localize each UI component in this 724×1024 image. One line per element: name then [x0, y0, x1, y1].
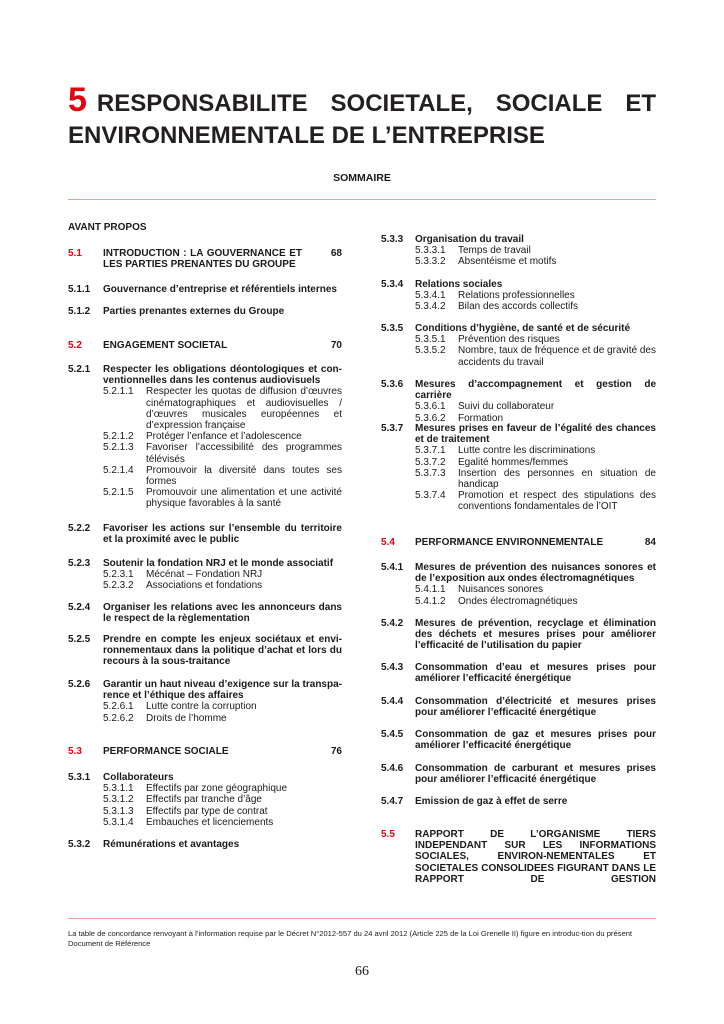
subsection-title: Promotion et respect des stipulations des conventions fondamentales de l’OIT	[458, 490, 656, 513]
section-number: 5.4.7	[381, 796, 404, 807]
subsection-item[interactable]	[103, 701, 342, 712]
section-number: 5.3.3	[381, 234, 404, 245]
subsection-title: Respecter les quotas de diffusion d’œuvres cinématographiques et audiovisuelles / d’œuvres musicales européennes et d’expression française	[146, 386, 342, 432]
subsection-title: Mécénat – Fondation NRJ	[146, 569, 263, 581]
sommaire-label: SOMMAIRE	[333, 172, 391, 184]
toc-entry[interactable]	[381, 562, 656, 607]
subsection-item[interactable]	[103, 465, 342, 487]
subsection-number: 5.3.1.3	[103, 805, 134, 817]
section-number: 5.4.1	[381, 562, 404, 573]
toc-entry-heading	[68, 523, 342, 545]
toc-entry-heading	[68, 558, 342, 569]
subsection-title: Favoriser l’accessibilité des programmes télévisés	[146, 442, 342, 465]
subsection-title: Nombre, taux de fréquence et de gravité des accidents du travail	[458, 345, 656, 368]
subsection-item[interactable]	[415, 301, 656, 312]
subsection-number: 5.2.3.1	[103, 569, 134, 581]
toc-entry[interactable]	[68, 523, 342, 545]
subsection-list	[103, 386, 342, 509]
subsection-item[interactable]	[415, 256, 656, 267]
section-page: 76	[330, 746, 342, 757]
subsection-title: Effectifs par type de contrat	[146, 805, 268, 817]
section-title: Mesures de prévention, recyclage et élimination des déchets et mesures prises pour améliorer l’efficacité de l’utilisation du papier	[415, 618, 656, 652]
toc-entry[interactable]	[68, 772, 342, 828]
toc-entry[interactable]	[381, 234, 656, 268]
toc-entry-heading	[381, 562, 656, 584]
subsection-item[interactable]	[103, 580, 342, 591]
top-divider	[68, 199, 656, 200]
section-number: 5.4.3	[381, 662, 404, 673]
subsection-item[interactable]	[415, 468, 656, 490]
subsection-title: Associations et fondations	[146, 580, 263, 592]
section-title: Consommation d’électricité et mesures prises pour améliorer l’efficacité énergétique	[415, 696, 656, 719]
chapter-title	[68, 81, 656, 152]
subsection-item[interactable]	[103, 386, 342, 431]
section-title: Relations sociales	[415, 279, 503, 290]
section-page: 84	[644, 537, 656, 548]
subsection-item[interactable]	[415, 290, 656, 301]
page-number: 66	[355, 964, 369, 979]
subsection-title: Nuisances sonores	[458, 584, 544, 596]
section-title: Collaborateurs	[103, 772, 174, 783]
toc-entry[interactable]	[68, 839, 342, 850]
subsection-title: Effectifs par zone géographique	[146, 783, 288, 795]
footer-note: La table de concordance renvoyant à l’information requise par le Décret N°2012-557 du 24 avril 2012 (Article 225 de la Loi Grenelle II) figure en introduc-tion du présent Document de Référence	[68, 929, 633, 948]
subsection-number: 5.2.6.1	[103, 701, 134, 713]
subsection-number: 5.3.1.1	[103, 783, 134, 795]
section-number: 5.5	[381, 829, 395, 840]
subsection-number: 5.3.7.1	[415, 445, 446, 457]
subsection-number: 5.3.3.1	[415, 245, 446, 257]
toc-entry-heading	[381, 662, 656, 684]
subsection-title: Suivi du collaborateur	[458, 401, 555, 413]
toc-entry[interactable]	[68, 679, 342, 724]
toc-entry-heading	[68, 364, 342, 386]
section-title: Soutenir la fondation NRJ et le monde associatif	[103, 558, 334, 569]
subsection-list	[415, 245, 656, 267]
toc-entry[interactable]	[381, 323, 656, 368]
toc-entry[interactable]	[68, 746, 342, 757]
section-title: Favoriser les actions sur l’ensemble du territoire et la proximité avec le public	[103, 523, 342, 546]
toc-entry[interactable]	[68, 558, 342, 592]
section-title: Mesures de prévention des nuisances sonores et de l’exposition aux ondes électromagnétiques	[415, 562, 656, 585]
subsection-number: 5.2.6.2	[103, 712, 134, 724]
toc-entry[interactable]	[381, 763, 656, 785]
section-number: 5.4	[381, 537, 395, 548]
toc-entry-heading	[381, 829, 656, 885]
toc-entry-heading	[68, 839, 342, 850]
section-number: 5.1	[68, 248, 82, 259]
subsection-number: 5.3.7.2	[415, 456, 446, 468]
toc-entry-heading	[381, 696, 656, 718]
section-number: 5.3	[68, 746, 82, 757]
subsection-title: Droits de l’homme	[146, 712, 227, 724]
subsection-item[interactable]	[103, 431, 342, 442]
subsection-item[interactable]	[415, 345, 656, 367]
subsection-title: Absentéisme et motifs	[458, 256, 557, 268]
section-page: 68	[330, 248, 342, 259]
section-title: Organiser les relations avec les annonceurs dans le respect de la règlementation	[103, 602, 342, 625]
subsection-item[interactable]	[415, 445, 656, 456]
subsection-number: 5.3.5.2	[415, 345, 446, 357]
section-number: 5.3.6	[381, 379, 404, 390]
subsection-item[interactable]	[415, 334, 656, 345]
section-title: Rémunérations et avantages	[103, 839, 240, 850]
section-number: 5.2.6	[68, 679, 91, 690]
toc-entry[interactable]	[68, 340, 342, 351]
subsection-title: Lutte contre les discriminations	[458, 445, 596, 457]
subsection-list	[415, 584, 656, 606]
subsection-title: Embauches et licenciements	[146, 816, 274, 828]
toc-entry[interactable]	[381, 829, 656, 885]
toc-entry-heading	[68, 248, 342, 270]
subsection-title: Temps de travail	[458, 245, 531, 257]
subsection-number: 5.3.5.1	[415, 334, 446, 346]
subsection-title: Lutte contre la corruption	[146, 701, 257, 713]
subsection-number: 5.2.1.4	[103, 464, 134, 476]
section-title: Consommation d’eau et mesures prises pour améliorer l’efficacité énergétique	[415, 662, 656, 685]
subsection-number: 5.3.6.1	[415, 401, 446, 413]
section-number: 5.4.2	[381, 618, 404, 629]
subsection-item[interactable]	[103, 806, 342, 817]
toc-entry[interactable]	[68, 248, 342, 270]
section-title: PERFORMANCE SOCIALE	[103, 746, 229, 757]
toc-entry-heading	[68, 746, 342, 757]
subsection-number: 5.2.1.2	[103, 431, 134, 443]
section-number: 5.1.1	[68, 284, 91, 295]
toc-entry-heading	[68, 679, 342, 701]
toc-entry-heading	[381, 537, 656, 548]
subsection-number: 5.4.1.1	[415, 584, 446, 596]
subsection-item[interactable]	[415, 596, 656, 607]
section-title: Conditions d’hygiène, de santé et de sécurité	[415, 323, 631, 334]
section-title: Mesures d’accompagnement et gestion de carrière	[415, 379, 656, 402]
subsection-item[interactable]	[103, 817, 342, 828]
subsection-number: 5.2.1.3	[103, 442, 134, 454]
subsection-title: Egalité hommes/femmes	[458, 456, 569, 468]
toc-entry-heading	[381, 618, 656, 652]
section-title: Consommation de gaz et mesures prises pour améliorer l’efficacité énergétique	[415, 729, 656, 752]
section-title: Garantir un haut niveau d’exigence sur la transpa-rence et l’éthique des affaires	[103, 679, 342, 702]
toc-entry[interactable]	[68, 222, 342, 233]
section-title: Emission de gaz à effet de serre	[415, 796, 568, 807]
subsection-number: 5.3.1.2	[103, 794, 134, 806]
section-title: Respecter les obligations déontologiques et con-ventionnelles dans les contenus audiovisuels	[103, 364, 342, 387]
section-number: 5.4.4	[381, 696, 404, 707]
section-title: ENGAGEMENT SOCIETAL	[103, 340, 228, 351]
section-number: 5.3.2	[68, 839, 91, 850]
subsection-number: 5.3.4.1	[415, 290, 446, 302]
subsection-title: Relations professionnelles	[458, 290, 575, 302]
section-title: Parties prenantes externes du Groupe	[103, 306, 285, 317]
toc-entry[interactable]	[381, 729, 656, 751]
subsection-title: Formation	[458, 412, 504, 424]
subsection-item[interactable]	[415, 457, 656, 468]
toc-entry-heading	[381, 323, 656, 334]
section-number: 5.4.6	[381, 763, 404, 774]
subsection-item[interactable]	[103, 569, 342, 580]
toc-entry-heading	[381, 729, 656, 751]
subsection-item[interactable]	[103, 713, 342, 724]
subsection-list	[415, 290, 656, 312]
chapter-title-text: RESPONSABILITE SOCIETALE, SOCIALE ET ENVIRONNEMENTALE DE L’ENTREPRISE	[68, 90, 656, 149]
subsection-list	[103, 701, 342, 723]
toc-entry[interactable]	[381, 696, 656, 718]
subsection-list	[103, 783, 342, 828]
subsection-item[interactable]	[415, 490, 656, 512]
subsection-list	[103, 569, 342, 591]
section-number: 5.4.5	[381, 729, 404, 740]
toc-entry[interactable]	[68, 306, 342, 317]
subsection-item[interactable]	[415, 584, 656, 595]
subsection-number: 5.3.6.2	[415, 412, 446, 424]
subsection-title: Insertion des personnes en situation de handicap	[458, 467, 656, 491]
toc-entry-heading	[68, 772, 342, 783]
subsection-number: 5.3.3.2	[415, 256, 446, 268]
sommaire-heading	[0, 172, 724, 184]
footer-divider	[68, 918, 656, 919]
section-number: 5.2.5	[68, 634, 91, 645]
section-title: INTRODUCTION : LA GOUVERNANCE ET LES PARTIES PRENANTES DU GROUPE	[103, 248, 302, 271]
toc-entry[interactable]	[381, 796, 656, 807]
subsection-item[interactable]	[103, 794, 342, 805]
section-number: 5.3.5	[381, 323, 404, 334]
toc-entry[interactable]	[68, 364, 342, 510]
section-title: Mesures prises en faveur de l’égalité des chances et de traitement	[415, 423, 656, 446]
subsection-number: 5.3.1.4	[103, 816, 134, 828]
section-title: Consommation de carburant et mesures prises pour améliorer l’efficacité énergétique	[415, 763, 656, 786]
section-title: AVANT PROPOS	[68, 222, 147, 233]
toc-entry[interactable]	[381, 379, 656, 424]
subsection-item[interactable]	[103, 487, 342, 509]
toc-entry-heading	[68, 602, 342, 624]
section-number: 5.2	[68, 340, 82, 351]
section-number: 5.1.2	[68, 306, 91, 317]
section-number: 5.2.4	[68, 602, 91, 613]
toc-entry[interactable]	[381, 537, 656, 548]
subsection-title: Protéger l’enfance et l’adolescence	[146, 431, 302, 443]
subsection-number: 5.3.7.3	[415, 467, 446, 479]
toc-entry-heading	[381, 279, 656, 290]
subsection-list	[415, 334, 656, 368]
section-title: Prendre en compte les enjeux sociétaux et envi-ronnementaux dans la politique d’achat et lors du recours à la sous-traitance	[103, 634, 342, 668]
section-number: 5.2.1	[68, 364, 91, 375]
section-title: Gouvernance d’entreprise et référentiels internes	[103, 284, 337, 295]
toc-entry-heading	[68, 340, 342, 351]
toc-entry[interactable]	[381, 618, 656, 652]
subsection-title: Effectifs par tranche d’âge	[146, 794, 262, 806]
section-number: 5.3.7	[381, 423, 404, 434]
toc-entry-heading	[381, 796, 656, 807]
section-number: 5.3.1	[68, 772, 91, 783]
subsection-number: 5.4.1.2	[415, 595, 446, 607]
toc-entry-heading	[68, 222, 342, 233]
toc-entry[interactable]	[381, 423, 656, 513]
section-page: 70	[330, 340, 342, 351]
subsection-item[interactable]	[415, 245, 656, 256]
section-title: Organisation du travail	[415, 234, 524, 245]
subsection-item[interactable]	[415, 401, 656, 412]
toc-entry[interactable]	[68, 284, 342, 295]
toc-entry-heading	[381, 423, 656, 445]
subsection-title: Prévention des risques	[458, 334, 560, 346]
toc-entry-heading	[68, 284, 342, 295]
toc-entry[interactable]	[381, 279, 656, 313]
subsection-title: Promouvoir une alimentation et une activité physique favorables à la santé	[146, 487, 342, 510]
toc-entry-heading	[381, 379, 656, 401]
section-number: 5.2.2	[68, 523, 91, 534]
subsection-title: Ondes électromagnétiques	[458, 595, 578, 607]
toc-entry-heading	[68, 306, 342, 317]
subsection-number: 5.3.7.4	[415, 490, 446, 502]
subsection-number: 5.2.3.2	[103, 580, 134, 592]
toc-entry[interactable]	[68, 634, 342, 668]
section-title: PERFORMANCE ENVIRONNEMENTALE	[415, 537, 604, 548]
toc-entry[interactable]	[68, 602, 342, 624]
section-title: RAPPORT DE L’ORGANISME TIERS INDEPENDANT SUR LES INFORMATIONS SOCIALES, ENVIRON-NEMENTALES ET SOCIETALES CONSOLIDEES FIGURANT DANS LE RAPPORT DE GESTION	[415, 829, 656, 885]
subsection-item[interactable]	[103, 442, 342, 464]
toc-entry[interactable]	[381, 662, 656, 684]
subsection-number: 5.3.4.2	[415, 301, 446, 313]
toc-entry-heading	[381, 763, 656, 785]
subsection-number: 5.2.1.1	[103, 386, 134, 398]
chapter-number: 5	[68, 81, 87, 119]
toc-entry-heading	[381, 234, 656, 245]
subsection-title: Promouvoir la diversité dans toutes ses formes	[146, 464, 342, 488]
section-number: 5.3.4	[381, 279, 404, 290]
subsection-list	[415, 445, 656, 512]
subsection-item[interactable]	[103, 783, 342, 794]
toc-entry-heading	[68, 634, 342, 668]
section-number: 5.2.3	[68, 558, 91, 569]
subsection-title: Bilan des accords collectifs	[458, 301, 579, 313]
subsection-list	[415, 401, 656, 423]
subsection-number: 5.2.1.5	[103, 487, 134, 499]
